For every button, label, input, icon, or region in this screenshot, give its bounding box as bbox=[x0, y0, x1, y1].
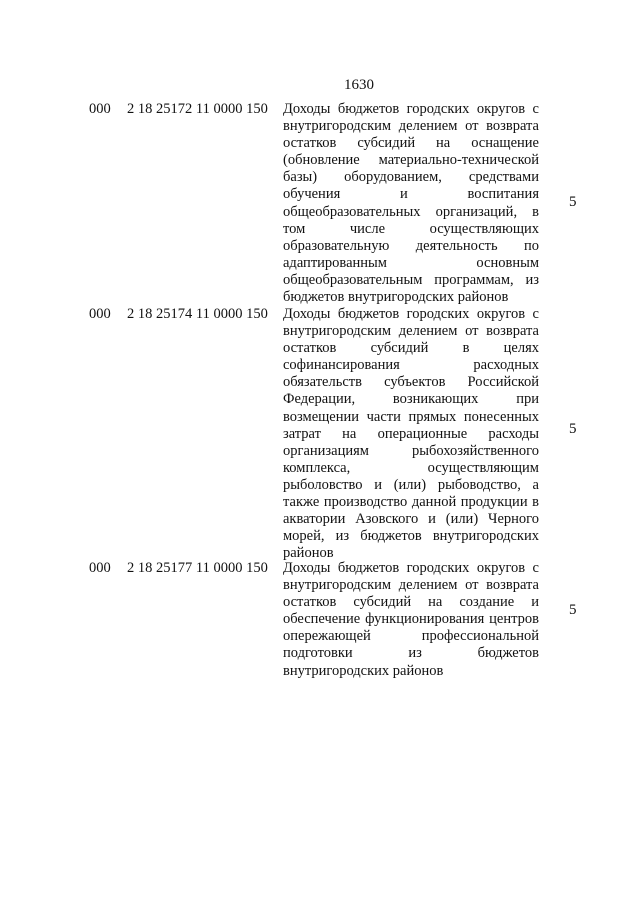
description-line: Доходы бюджетов городских округов с bbox=[283, 560, 539, 576]
description-line: остатков субсидий на оснащение bbox=[283, 135, 539, 152]
income-description bbox=[283, 101, 539, 306]
description-line: том числе осуществляющих bbox=[283, 220, 539, 237]
kbk-code: 2 18 25174 11 0000 150 bbox=[127, 306, 268, 322]
kbk-code: 2 18 25177 11 0000 150 bbox=[127, 560, 268, 576]
description-line: возмещении части прямых понесенных bbox=[283, 408, 539, 425]
description-line: комплекса, осуществляющим bbox=[283, 459, 539, 476]
description-line: остатков субсидий на создание и bbox=[283, 594, 539, 611]
description-line: остатков субсидий в целях bbox=[283, 340, 539, 357]
description-line: обучения и воспитания bbox=[283, 186, 539, 203]
admin-code: 000 bbox=[89, 101, 111, 117]
description-line: затрат на операционные расходы bbox=[283, 425, 539, 442]
description-line: общеобразовательных организаций, в bbox=[283, 203, 539, 220]
description-line: морей, из бюджетов внутригородских bbox=[283, 528, 539, 545]
admin-code: 000 bbox=[89, 560, 111, 576]
description-line: бюджетов внутригородских районов bbox=[283, 289, 509, 306]
description-line: (обновление материально-технической bbox=[283, 152, 539, 169]
description-line: организациям рыбохозяйственного bbox=[283, 442, 539, 459]
description-line: внутригородских районов bbox=[283, 662, 444, 679]
income-description bbox=[283, 306, 539, 562]
admin-code: 000 bbox=[89, 306, 111, 322]
description-line: софинансирования расходных bbox=[283, 357, 539, 374]
description-line: адаптированным основным bbox=[283, 254, 539, 271]
description-line: базы) оборудованием, средствами bbox=[283, 169, 539, 186]
description-line: образовательную деятельность по bbox=[283, 237, 539, 254]
description-line: акватории Азовского и (или) Черного bbox=[283, 511, 539, 528]
distribution-norm: 5 bbox=[569, 421, 577, 437]
distribution-norm: 5 bbox=[569, 194, 577, 210]
description-line: Доходы бюджетов городских округов с bbox=[283, 101, 539, 117]
description-line: Доходы бюджетов городских округов с bbox=[283, 306, 539, 322]
description-line: районов bbox=[283, 545, 334, 562]
kbk-code: 2 18 25172 11 0000 150 bbox=[127, 101, 268, 117]
description-line: также производство данной продукции в bbox=[283, 494, 539, 511]
description-line: обеспечение функционирования центров bbox=[283, 611, 539, 628]
income-description bbox=[283, 560, 539, 680]
description-line: внутригородским делением от возврата bbox=[283, 118, 539, 135]
description-line: обязательств субъектов Российской bbox=[283, 374, 539, 391]
description-line: рыболовство и (или) рыбоводство, а bbox=[283, 476, 539, 493]
description-line: Федерации, возникающих при bbox=[283, 391, 539, 408]
page-number: 1630 bbox=[344, 77, 374, 93]
description-line: подготовки из бюджетов bbox=[283, 645, 539, 662]
description-line: опережающей профессиональной bbox=[283, 628, 539, 645]
description-line: внутригородским делением от возврата bbox=[283, 323, 539, 340]
distribution-norm: 5 bbox=[569, 602, 577, 618]
description-line: общеобразовательным программам, из bbox=[283, 271, 539, 288]
description-line: внутригородским делением от возврата bbox=[283, 577, 539, 594]
